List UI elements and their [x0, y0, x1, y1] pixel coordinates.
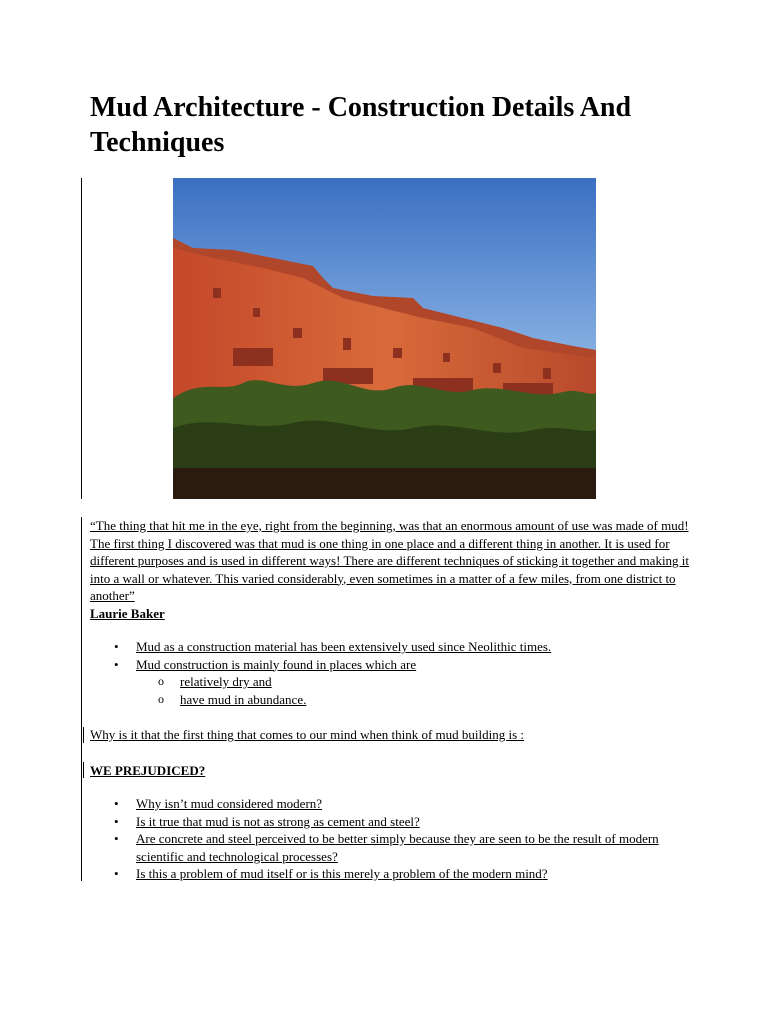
list-item: • Is it true that mud is not as strong as cement and steel? — [114, 813, 420, 829]
bullet-icon: • — [114, 656, 119, 672]
laurie-baker-quote — [90, 517, 690, 622]
bullet-icon: • — [114, 639, 119, 654]
question-text: Why is it that the first thing that comes to our mind when think of mud building is : — [90, 727, 525, 742]
page-title: Mud Architecture - Construction Details And Techniques — [90, 92, 632, 158]
bullet-icon: • — [114, 831, 119, 846]
bullet-icon: • — [114, 866, 119, 881]
change-bar — [81, 178, 82, 499]
circle-bullet-icon: o — [158, 674, 164, 688]
kasbah-illustration — [173, 178, 596, 499]
circle-bullet-icon: o — [158, 691, 164, 706]
list-item: • Mud as a construction material has been extensively used since Neolithic times. — [114, 639, 552, 654]
bullet-icon: • — [114, 813, 119, 829]
list-item: • Is this a problem of mud itself or is this merely a problem of the modern mind? — [114, 866, 548, 881]
list-item: • Are concrete and steel perceived to be better simply because they are seen to be the result of modern scientific and technological processes? — [114, 831, 659, 864]
change-bar — [81, 517, 82, 881]
list-item: • Why isn’t mud considered modern? — [114, 796, 323, 811]
bullet-icon: • — [114, 796, 119, 811]
change-bar — [83, 727, 84, 743]
change-bar — [83, 762, 84, 778]
nested-bullet-list — [158, 673, 580, 708]
quote-text: “The thing that hit me in the eye, right from the beginning, was that an enormous amount of use was made of mud! The first thing I discovered was that mud is one thing in one place and a different thing in another. It is used for different purposes and is used in different ways! There are different techniques of sticking it together and making it into a wall or whatever. This varied considerably, even sometimes in a matter of a few miles, from one district to another” — [90, 518, 690, 603]
list-item: o have mud in abundance. — [158, 691, 307, 707]
kasbah-photo — [173, 178, 596, 499]
list-item: o relatively dry and — [158, 674, 272, 689]
intro-bullet-list — [114, 638, 696, 673]
section-heading: WE PREJUDICED? — [90, 763, 206, 778]
quote-author: Laurie Baker — [90, 605, 165, 621]
list-item: • Mud construction is mainly found in places which are — [114, 656, 417, 672]
questions-bullet-list — [114, 795, 681, 883]
